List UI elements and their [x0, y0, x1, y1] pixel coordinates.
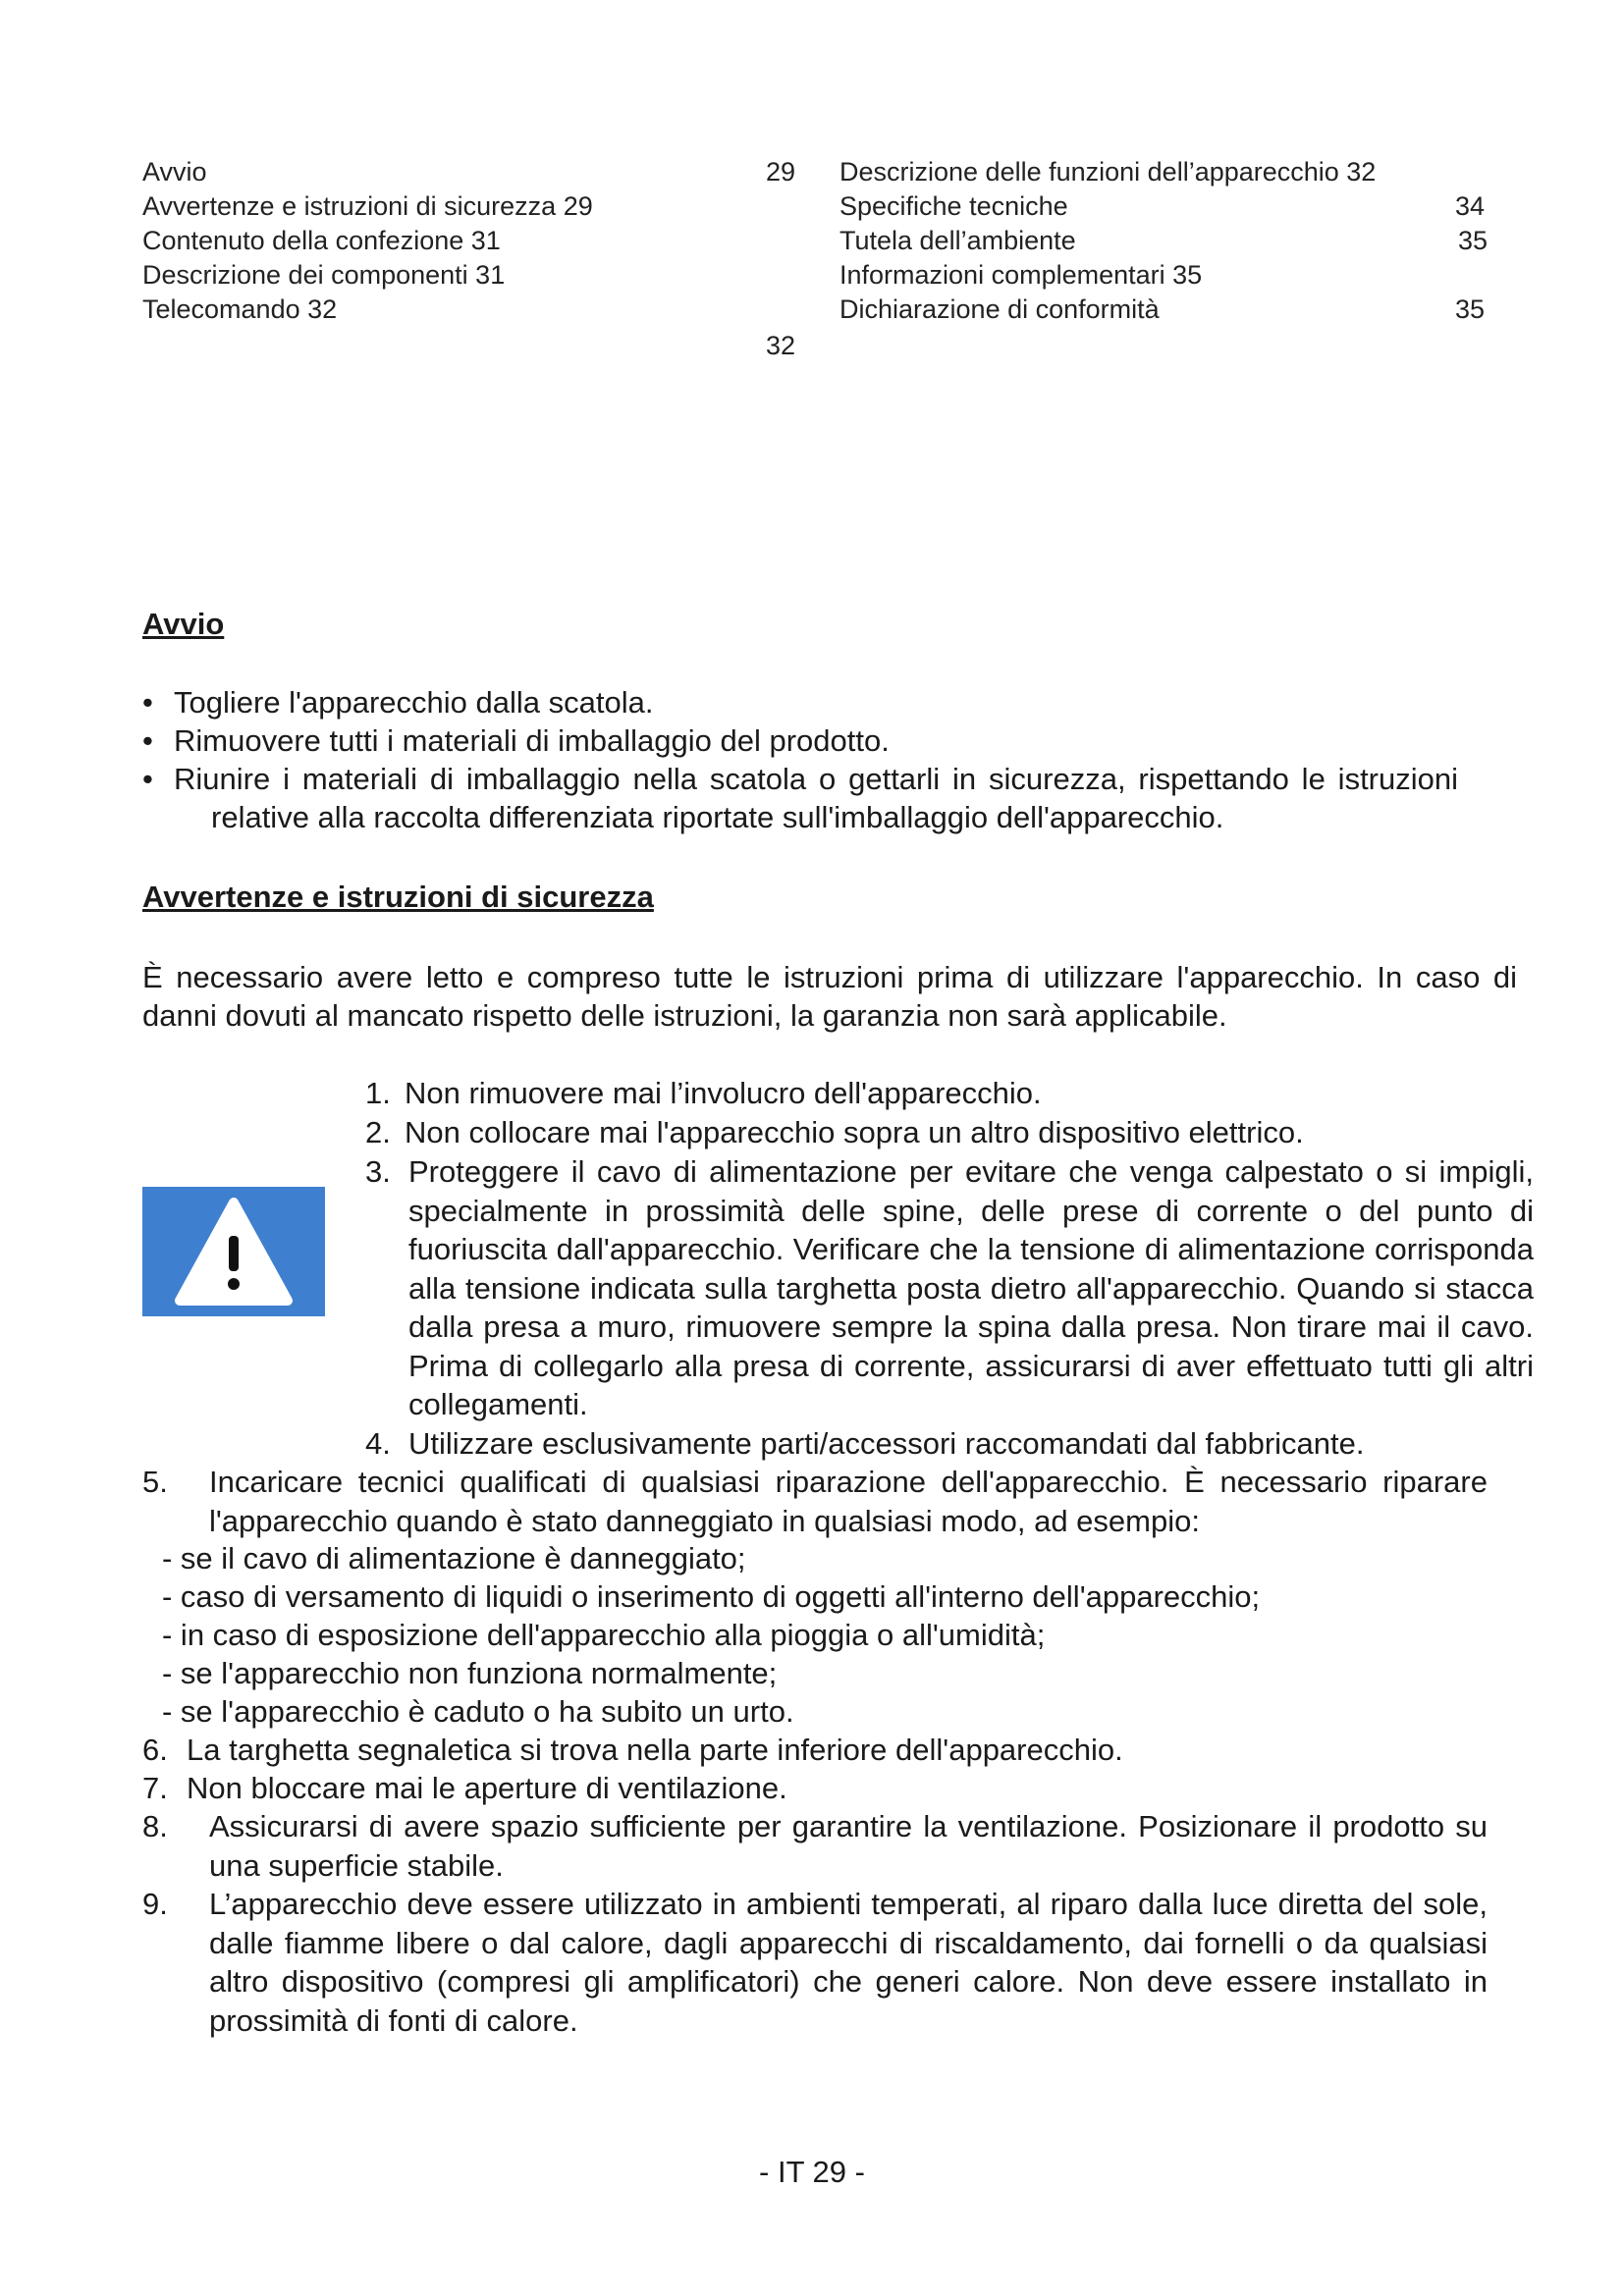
section-heading-safety: Avvertenze e istruzioni di sicurezza: [142, 880, 654, 914]
list-item: [142, 1769, 1488, 1808]
list-item: [142, 1731, 1488, 1770]
toc-page: 35: [1455, 294, 1486, 324]
item-number: 5.: [142, 1465, 168, 1499]
list-item: [142, 683, 1458, 721]
item-text: Non bloccare mai le aperture di ventilazione.: [187, 1771, 787, 1805]
toc-entry[interactable]: Avvertenze e istruzioni di sicurezza 29: [142, 191, 593, 221]
list-item: [142, 1463, 1488, 1541]
toc-entry[interactable]: Descrizione delle funzioni dell’apparecchio 32: [839, 157, 1377, 187]
warning-triangle-icon: [142, 1187, 325, 1316]
sub-list-item: - caso di versamento di liquidi o inserimento di oggetti all'interno dell'apparecchio;: [162, 1579, 1261, 1614]
item-number: 3.: [365, 1154, 391, 1189]
item-number: 4.: [365, 1426, 391, 1461]
sub-list-item: - se l'apparecchio non funziona normalmente;: [162, 1656, 778, 1690]
list-item: [142, 1885, 1488, 2042]
toc-entry[interactable]: Tutela dell’ambiente: [839, 226, 1076, 255]
toc-entry[interactable]: Dichiarazione di conformità: [839, 294, 1160, 324]
section-heading-avvio: Avvio: [142, 607, 225, 641]
item-text: Utilizzare esclusivamente parti/accessori raccomandati dal fabbricante.: [408, 1426, 1365, 1461]
toc-entry[interactable]: Telecomando 32: [142, 294, 338, 324]
toc-page: 32: [766, 331, 796, 360]
page-number: - IT 29 -: [759, 2155, 865, 2189]
item-number: 2.: [365, 1115, 391, 1149]
item-text: Assicurarsi di avere spazio sufficiente per garantire la ventilazione. Posizionare il prodotto su una superficie stabile.: [209, 1809, 1488, 1883]
bullet-icon: •: [142, 762, 153, 796]
bullet-icon: •: [142, 723, 153, 758]
list-item: [142, 721, 1458, 760]
item-text: La targhetta segnaletica si trova nella parte inferiore dell'apparecchio.: [187, 1733, 1123, 1767]
item-number: 8.: [142, 1809, 168, 1843]
item-text: Incaricare tecnici qualificati di qualsiasi riparazione dell'apparecchio. È necessario riparare l'apparecchio quando è stato danneggiato in qualsiasi modo, ad esempio:: [209, 1465, 1488, 1538]
list-item-text: Rimuovere tutti i materiali di imballaggio del prodotto.: [174, 723, 890, 758]
safety-intro: È necessario avere letto e compreso tutte le istruzioni prima di utilizzare l'apparecchio. In caso di danni dovuti al mancato rispetto delle istruzioni, la garanzia non sarà applicabile.: [142, 960, 1517, 1033]
toc-entry[interactable]: Descrizione dei componenti 31: [142, 260, 506, 290]
item-text: Non rimuovere mai l’involucro dell'apparecchio.: [405, 1076, 1042, 1110]
item-text: L’apparecchio deve essere utilizzato in ambienti temperati, al riparo dalla luce diretta del sole, dalle fiamme libere o dal calore, dagli apparecchi di riscaldamento, dai fornelli o da qualsiasi altro dispositivo (compresi gli amplificatori) che generi calore. Non deve essere installato in prossimità di fonti di calore.: [209, 1887, 1488, 2038]
list-item-text: Riunire i materiali di imballaggio nella scatola o gettarli in sicurezza, rispettando le istruzioni relative alla raccolta differenziata riportate sull'imballaggio dell'apparecchio.: [174, 762, 1458, 834]
list-item: [142, 760, 1458, 836]
list-item-text: Togliere l'apparecchio dalla scatola.: [174, 685, 654, 720]
item-number: 6.: [142, 1733, 168, 1767]
sub-list-item: - se l'apparecchio è caduto o ha subito un urto.: [162, 1694, 794, 1729]
item-number: 9.: [142, 1887, 168, 1921]
bullet-icon: •: [142, 685, 153, 720]
toc-page: 29: [766, 157, 796, 187]
sub-list-item: - se il cavo di alimentazione è danneggiato;: [162, 1541, 746, 1575]
item-number: 7.: [142, 1771, 168, 1805]
toc-entry[interactable]: Informazioni complementari 35: [839, 260, 1203, 290]
toc-entry[interactable]: Contenuto della confezione 31: [142, 226, 501, 255]
toc-entry[interactable]: Specifiche tecniche: [839, 191, 1068, 221]
item-text: Proteggere il cavo di alimentazione per evitare che venga calpestato o si impigli, specialmente in prossimità delle spine, delle prese di corrente o del punto di fuoriuscita dall'apparecchio. Verificare che la tensione di alimentazione corrisponda alla tensione indicata sulla targhetta posta dietro all'apparecchio. Quando si stacca dalla presa a muro, rimuovere sempre la spina dalla presa. Non tirare mai il cavo. Prima di collegarlo alla presa di corrente, assicurarsi di aver effettuato tutti gli altri collegamenti.: [408, 1154, 1534, 1421]
item-number: 1.: [365, 1076, 391, 1110]
toc-page: 34: [1455, 191, 1486, 221]
list-item: [365, 1113, 1534, 1152]
list-item: [142, 1807, 1488, 1886]
list-item: [365, 1424, 1534, 1464]
list-item: [365, 1152, 1534, 1463]
list-item: [365, 1074, 1534, 1113]
sub-list-item: - in caso di esposizione dell'apparecchio alla pioggia o all'umidità;: [162, 1618, 1046, 1652]
item-text: Non collocare mai l'apparecchio sopra un altro dispositivo elettrico.: [405, 1115, 1304, 1149]
toc-page: 35: [1458, 226, 1489, 255]
toc-entry[interactable]: Avvio: [142, 157, 207, 187]
